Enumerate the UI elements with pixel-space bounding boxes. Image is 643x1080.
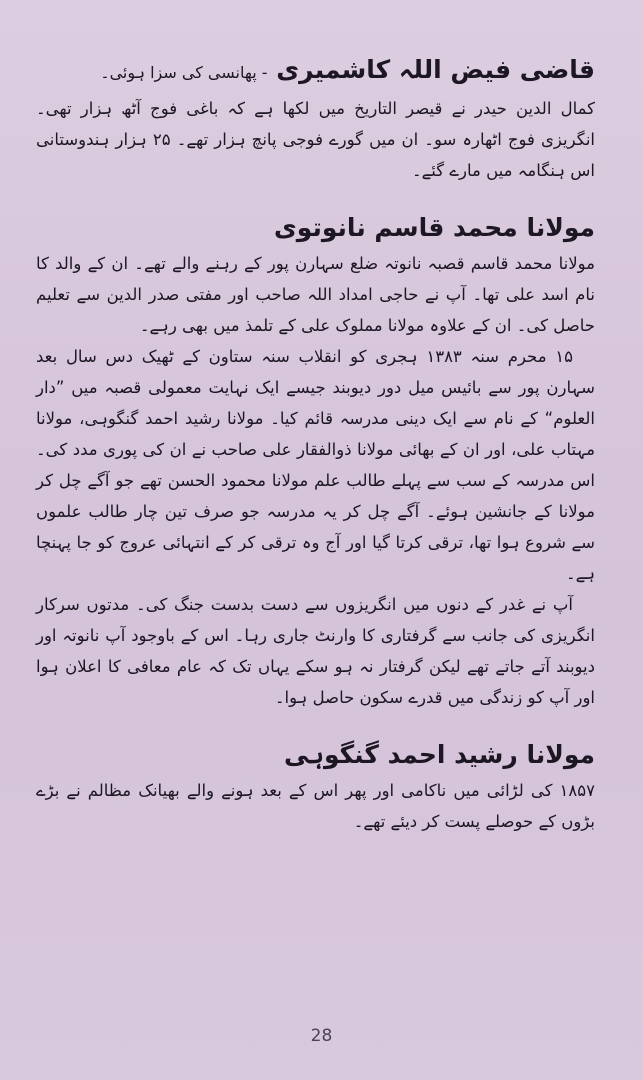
section-gangohi	[36, 735, 595, 837]
section-title: مولانا رشید احمد گنگوہی	[284, 740, 595, 769]
section-nanotvi	[36, 208, 595, 713]
section-body	[36, 775, 595, 837]
section-title	[36, 50, 595, 93]
title-subtitle: - پھانسی کی سزا ہوئی۔	[100, 63, 268, 82]
paragraph: ۱۵ محرم سنہ ۱۳۸۳ ہجری کو انقلاب سنہ ستاون کے ٹھیک دس سال بعد سہارن پور سے بائیس میل دور دیوبند جیسے ایک نہایت معمولی قصبہ میں ”دار العلوم“ کے نام سے ایک دینی مدرسہ قائم کیا۔ مولانا رشید احمد گنگوہی، مولانا مہتاب علی، اور ان کے بھائی مولانا ذوالفقار علی صاحب نے ان کی پوری مدد کی۔ اس مدرسہ کے سب سے پہلے طالب علم مولانا محمود الحسن تھے جو آگے چل کر مولانا کے جانشین ہوئے۔ آگے چل کر یہ مدرسہ جو صرف تین چار طالب علموں سے شروع ہوا تھا، ترقی کرتا گیا اور آج وہ ترقی کر کے انتہائی عروج کو جا پہنچا ہے۔	[36, 347, 595, 583]
section-body	[36, 93, 595, 186]
section-title: مولانا محمد قاسم نانوتوی	[273, 213, 595, 242]
paragraph: کمال الدین حیدر نے قیصر التاریخ میں لکھا ہے کہ باغی فوج آٹھ ہزار تھی۔ انگریزی فوج اٹھارہ سو۔ ان میں گورے فوجی پانچ ہزار تھے۔ ۲۵ ہزار ہندوستانی اس ہنگامہ میں مارے گئے۔	[36, 99, 595, 180]
paragraph: ۱۸۵۷ کی لڑائی میں ناکامی اور پھر اس کے بعد ہونے والے بھیانک مظالم نے بڑے بڑوں کے حوصلے پست کر دیئے تھے۔	[36, 781, 595, 831]
section-qazi	[36, 50, 595, 186]
paragraph: آپ نے غدر کے دنوں میں انگریزوں سے دست بدست جنگ کی۔ مدتوں سرکار انگریزی کی جانب سے گرفتاری کا وارنٹ جاری رہا۔ اس کے باوجود آپ نانوتہ اور دیوبند آتے جاتے تھے لیکن گرفتار نہ ہو سکے یہاں تک کہ عام معافی کا اعلان ہوا اور آپ کو زندگی میں قدرے سکون حاصل ہوا۔	[36, 595, 595, 707]
title-text: قاضی فیض اللہ کاشمیری	[276, 55, 595, 84]
section-body	[36, 248, 595, 713]
paragraph: مولانا محمد قاسم قصبہ نانوتہ ضلع سہارن پور کے رہنے والے تھے۔ ان کے والد کا نام اسد علی تھا۔ آپ نے حاجی امداد اللہ صاحب اور مفتی صدر الدین سے تعلیم حاصل کی۔ ان کے علاوہ مولانا مملوک علی کے تلمذ میں بھی رہے۔	[36, 254, 595, 335]
page-number: 28	[310, 1026, 333, 1046]
